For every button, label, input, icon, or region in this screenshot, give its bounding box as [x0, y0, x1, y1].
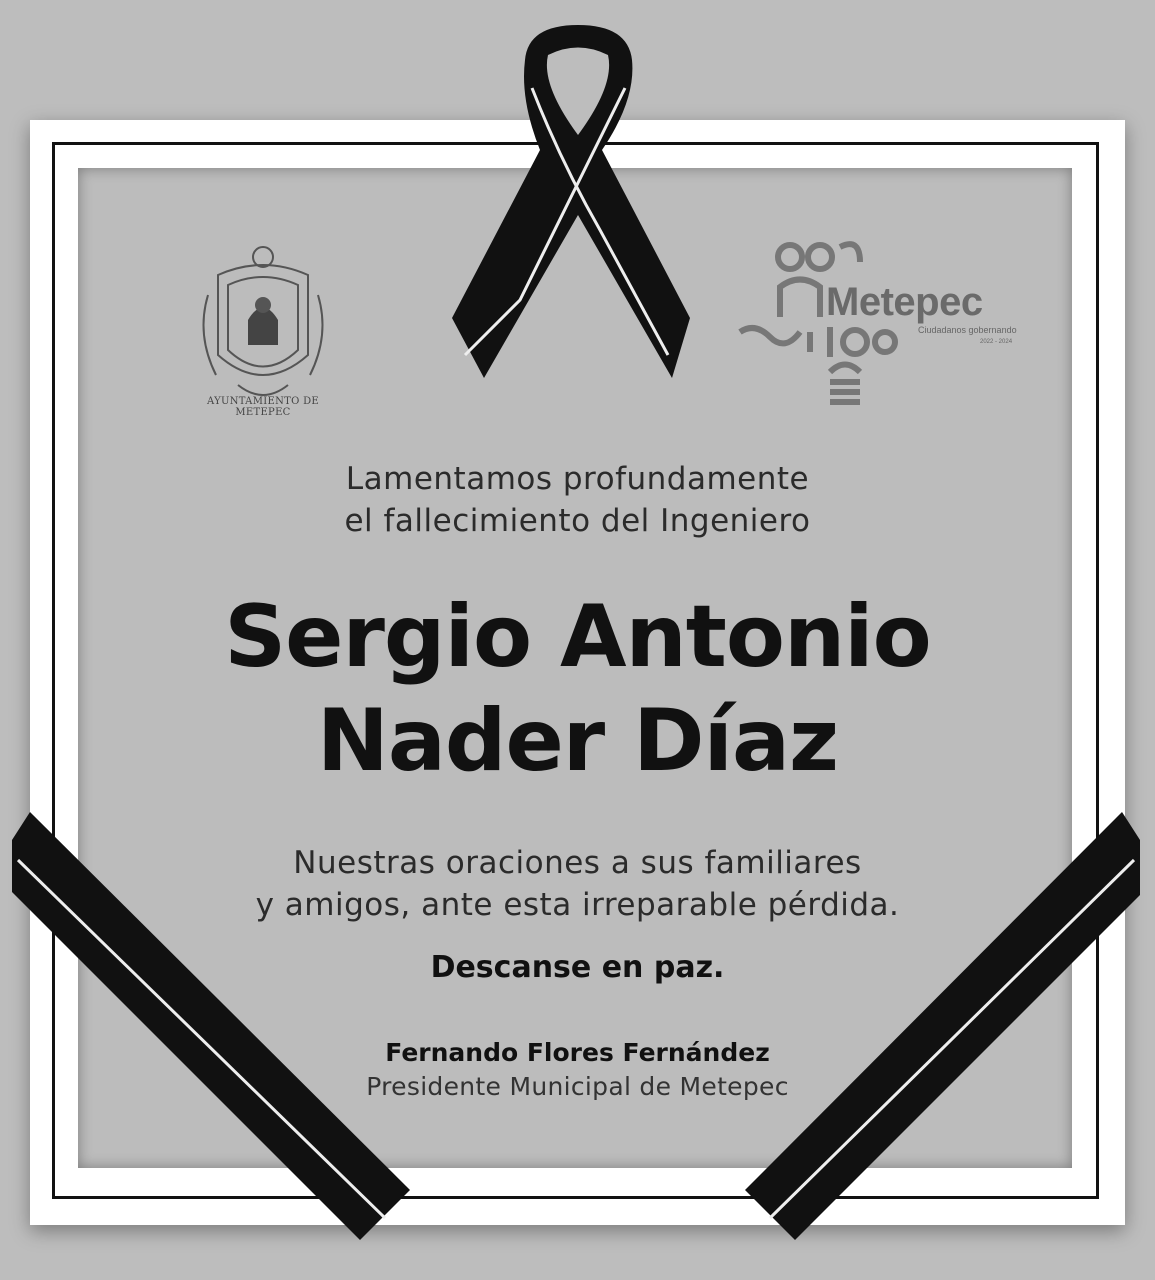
- name-line-2: Nader Díaz: [316, 691, 839, 791]
- intro-line-1: Lamentamos profundamente: [345, 461, 810, 497]
- signer-name: Fernando Flores Fernández: [385, 1038, 770, 1067]
- prayer-line-2: y amigos, ante esta irreparable pérdida.: [255, 887, 900, 923]
- rest-in-peace: Descanse en paz.: [430, 950, 725, 985]
- signer-role: Presidente Municipal de Metepec: [366, 1072, 789, 1101]
- metepec-wordmark: Metepec: [826, 280, 983, 324]
- seal-caption: AYUNTAMIENTO DE METEPEC: [206, 396, 320, 418]
- metepec-years: 2022 - 2024: [980, 339, 1013, 345]
- metepec-slogan: Ciudadanos gobernando: [918, 325, 1017, 335]
- name-line-1: Sergio Antonio: [224, 587, 931, 687]
- right-corner-ribbon-icon: [745, 812, 1140, 1240]
- mourning-ribbon-icon: [452, 25, 690, 378]
- prayer-line-1: Nuestras oraciones a sus familiares: [293, 845, 862, 881]
- left-corner-ribbon-icon: [12, 812, 410, 1240]
- intro-line-2: el fallecimiento del Ingeniero: [344, 503, 811, 539]
